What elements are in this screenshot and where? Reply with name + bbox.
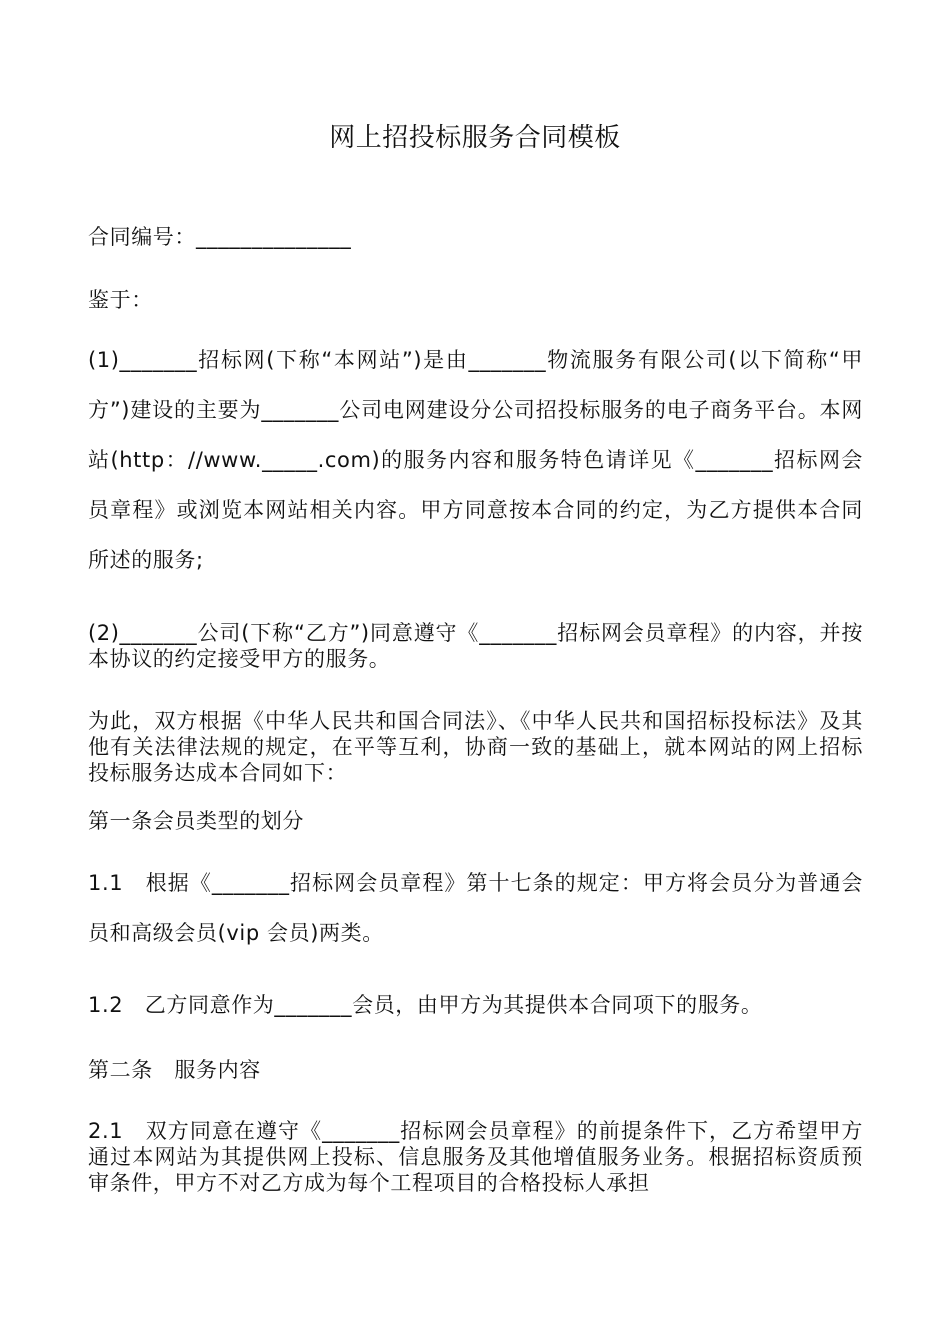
article-2-1-paragraph: 2.1 双方同意在遵守《_______招标网会员章程》的前提条件下，乙方希望甲方通过本网站为其提供网上投标、信息服务及其他增值服务业务。根据招标资质预审条件，甲方不对乙方成为每个工程项目的合格投标人承担 <box>88 1119 863 1195</box>
article-1-2-paragraph: 1.2 乙方同意作为_______会员，由甲方为其提供本合同项下的服务。 <box>88 993 763 1017</box>
contract-number: 合同编号：______________ <box>88 225 352 249</box>
clause-1-paragraph: (1)_______招标网(下称“本网站”)是由_______物流服务有限公司(以下简称“甲方”)建设的主要为_______公司电网建设分公司招投标服务的电子商务平台。本网站(http：//www._____.com)的服务内容和服务特色请详见《_______招标网会员章程》或浏览本网站相关内容。甲方同意按本合同的约定，为乙方提供本合同所述的服务; <box>88 348 863 572</box>
article-2-heading: 第二条 服务内容 <box>88 1058 261 1082</box>
clause-2-paragraph: (2)_______公司(下称“乙方”)同意遵守《_______招标网会员章程》的内容，并按本协议的约定接受甲方的服务。 <box>88 621 863 671</box>
whereas-heading: 鉴于： <box>88 288 153 312</box>
article-1-1-paragraph: 1.1 根据《_______招标网会员章程》第十七条的规定：甲方将会员分为普通会员和高级会员(vip 会员)两类。 <box>88 871 863 945</box>
preamble-paragraph: 为此，双方根据《中华人民共和国合同法》、《中华人民共和国招标投标法》及其他有关法律法规的规定，在平等互利，协商一致的基础上，就本网站的网上招标投标服务达成本合同如下： <box>88 709 863 785</box>
article-1-heading: 第一条会员类型的划分 <box>88 809 304 833</box>
document-title: 网上招投标服务合同模板 <box>329 123 621 153</box>
